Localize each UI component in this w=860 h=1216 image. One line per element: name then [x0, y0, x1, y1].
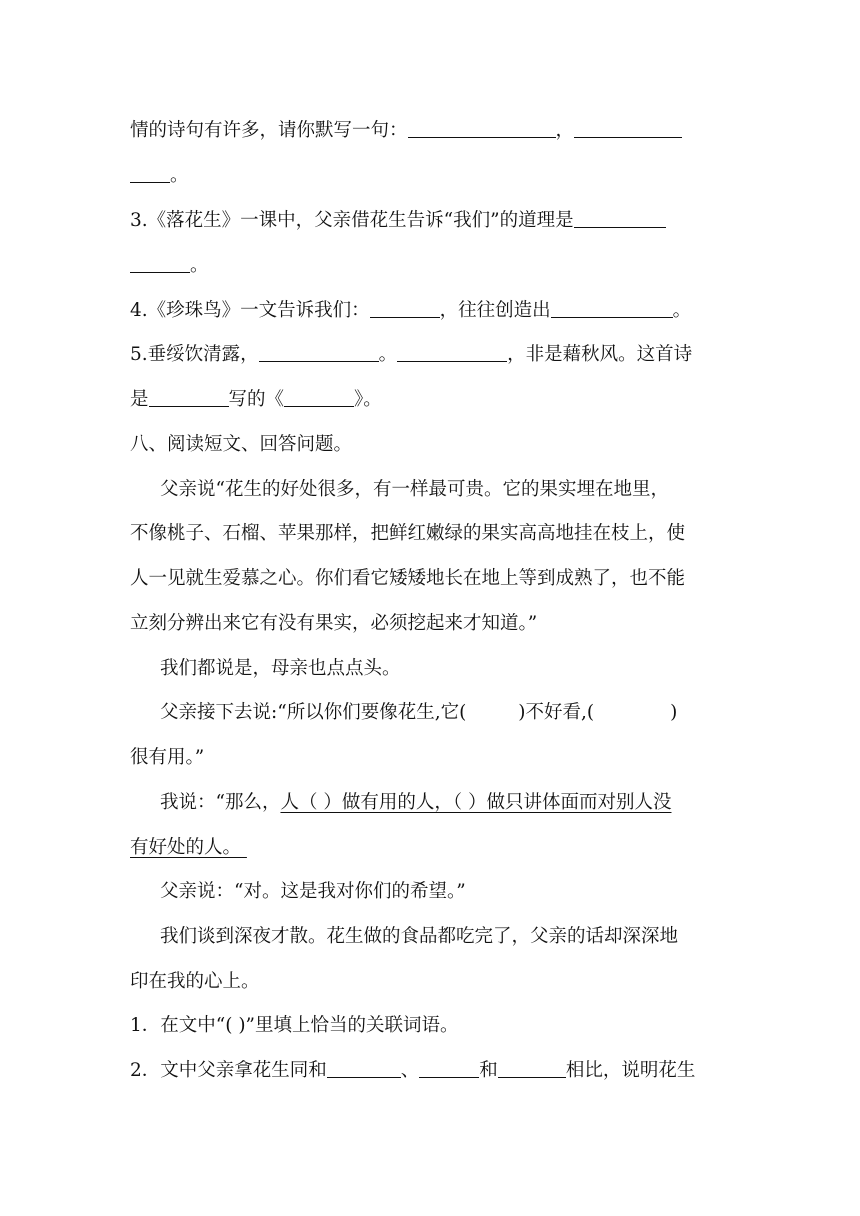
section-heading: 八、阅读短文、回答问题。 [130, 434, 353, 455]
blank[interactable] [130, 254, 190, 273]
passage-line: 父亲接下去说:“所以你们要像花生,它( )不好看,( ) [160, 702, 678, 723]
q3-line1: 3.《落花生》一课中，父亲借花生告诉“我们”的道理是 [130, 208, 666, 234]
blank[interactable] [408, 119, 556, 138]
q2-line1: 情的诗句有许多，请你默写一句： ， [130, 118, 682, 144]
passage-line: 我们谈到深夜才散。花生做的食品都吃完了，父亲的话却深深地 [160, 926, 679, 947]
passage-line: 我说：“那么，人（ ）做有用的人，（ ）做只讲体面而对别人没 [160, 792, 672, 813]
blank[interactable] [370, 299, 440, 318]
passage-line: 我们都说是，母亲也点点头。 [160, 658, 401, 679]
q3-line2: 。 [130, 253, 209, 279]
passage-line: 父亲说“花生的好处很多，有一样最可贵。它的果实埋在地里， [160, 479, 669, 500]
underlined-sentence: 有好处的人。 [130, 837, 242, 858]
q5-line1: 5.垂绥饮清露， 。 ，非是藉秋风。这首诗 [130, 344, 693, 365]
passage-line: 人一见就生爱慕之心。你们看它矮矮地长在地上等到成熟了，也不能 [130, 568, 686, 589]
blank[interactable] [284, 388, 354, 407]
question-2: 2．文中父亲拿花生同和 、 和 相比，说明花生 [130, 1060, 696, 1081]
blank[interactable] [327, 1059, 401, 1078]
blank[interactable] [259, 343, 379, 362]
blank[interactable] [419, 1059, 479, 1078]
blank[interactable] [397, 343, 507, 362]
passage-line: 很有用。” [130, 747, 205, 768]
blank[interactable] [574, 119, 682, 138]
passage-line [130, 835, 247, 861]
passage-line: 立刻分辨出来它有没有果实，必须挖起来才知道。” [130, 613, 538, 634]
q5-line2: 是 写的《 》。 [130, 389, 382, 410]
blank[interactable] [498, 1059, 566, 1078]
blank[interactable] [574, 209, 666, 228]
q2-line2: 。 [130, 163, 189, 189]
blank[interactable] [551, 299, 673, 318]
question-1: 1．在文中“( )”里填上恰当的关联词语。 [130, 1015, 459, 1036]
passage-line: 父亲说：“对。这是我对你们的希望。” [160, 881, 466, 902]
underlined-sentence: 人（ ）做有用的人，（ ）做只讲体面而对别人没 [280, 792, 672, 813]
q4-line: 4.《珍珠鸟》一文告诉我们： ，往往创造出 。 [130, 300, 692, 321]
passage-line: 不像桃子、石榴、苹果那样，把鲜红嫩绿的果实高高地挂在枝上，使 [130, 523, 686, 544]
passage-line: 印在我的心上。 [130, 971, 260, 992]
blank[interactable] [149, 388, 229, 407]
blank[interactable] [130, 164, 170, 183]
